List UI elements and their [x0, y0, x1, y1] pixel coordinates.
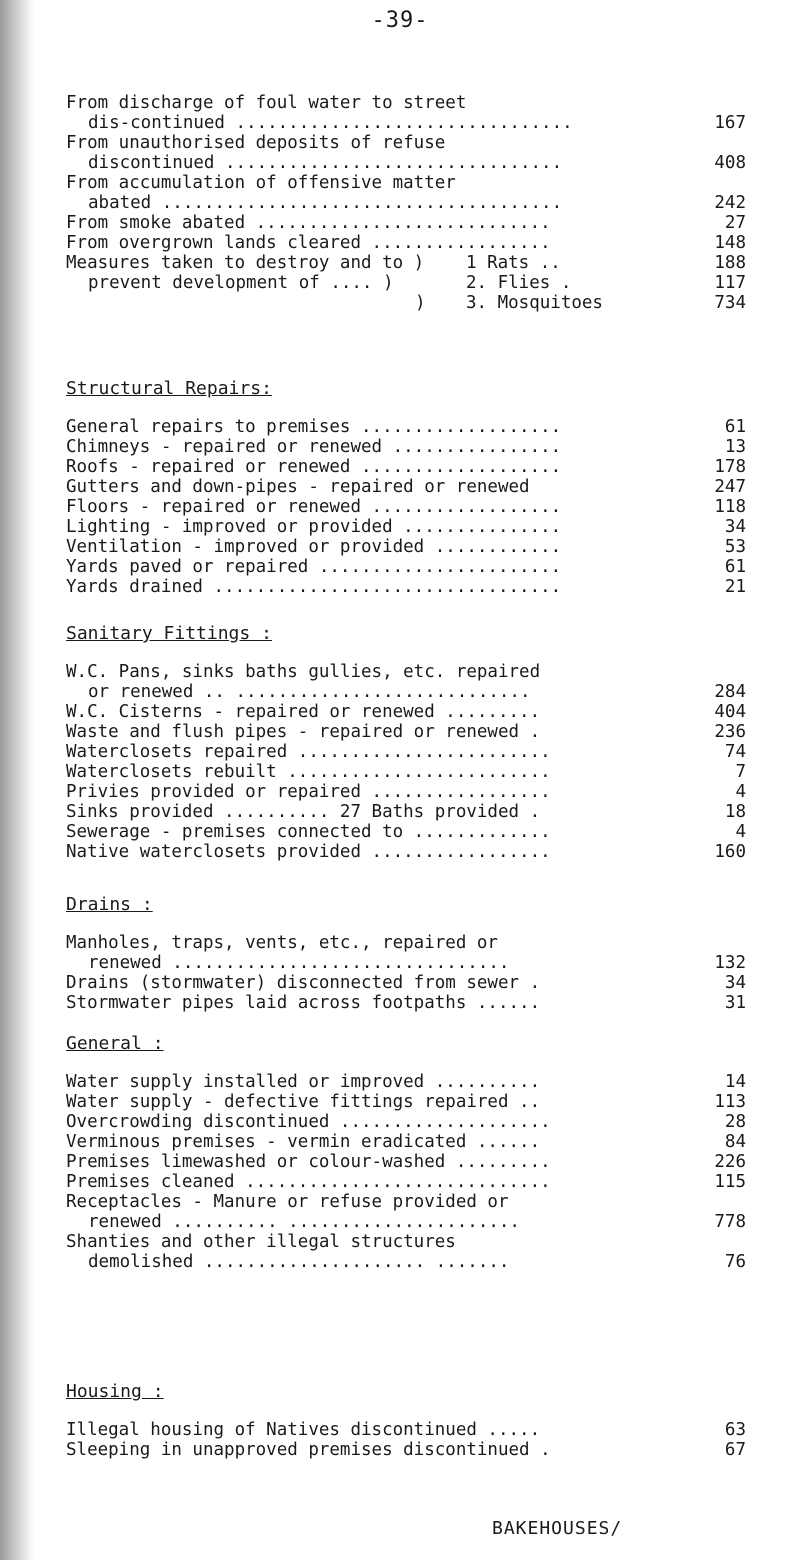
- entry-row: [66, 1232, 746, 1272]
- entry-row: [66, 782, 746, 802]
- entry-value: 118: [714, 497, 746, 517]
- entry-label: Sewerage - premises connected to .............: [66, 822, 551, 842]
- entry-line: [66, 153, 746, 173]
- entry-line: [66, 577, 746, 597]
- section-general: [66, 1032, 746, 1272]
- entry-row: [66, 1152, 746, 1172]
- entry-row: [66, 1420, 746, 1440]
- measures-label-line: Measures taken to destroy and to ): [66, 253, 425, 273]
- entry-line: [66, 953, 746, 973]
- entry-line: [66, 722, 746, 742]
- entry-value: 28: [724, 1112, 746, 1132]
- entry-value: 67: [724, 1440, 746, 1460]
- measure-item-flies: [466, 273, 746, 293]
- entry-row: [66, 537, 746, 557]
- measures-label-line: ): [415, 293, 426, 313]
- entry-line: [66, 1440, 746, 1460]
- entry-row: [66, 933, 746, 973]
- entry-line: [66, 537, 746, 557]
- entry-label: General repairs to premises ...................: [66, 417, 562, 437]
- section-heading: Sanitary Fittings :: [66, 623, 272, 644]
- entry-label: Water supply - defective fittings repaired ..: [66, 1092, 541, 1112]
- entry-value: 178: [714, 457, 746, 477]
- entry-label: renewed ................................: [88, 953, 510, 973]
- measures-taken: [66, 253, 746, 313]
- entry-line: [66, 682, 746, 702]
- entry-line: [66, 457, 746, 477]
- entry-line: [66, 1212, 746, 1232]
- entry-label: Roofs - repaired or renewed ...................: [66, 457, 562, 477]
- entry-value: 74: [724, 742, 746, 762]
- entry-line: [66, 933, 746, 953]
- entry-label: Sinks provided .......... 27 Baths provided .: [66, 802, 541, 822]
- entry-line: [66, 233, 746, 253]
- entry-label: Waterclosets repaired ........................: [66, 742, 551, 762]
- entry-value: 31: [724, 993, 746, 1013]
- entry-value: 18: [724, 802, 746, 822]
- entry-line: [66, 1152, 746, 1172]
- measure-value: 734: [714, 293, 746, 313]
- entry-line: [66, 1072, 746, 1092]
- entry-value: 115: [714, 1172, 746, 1192]
- entry-value: 404: [714, 702, 746, 722]
- measure-label: 2. Flies .: [466, 273, 572, 293]
- section-heading: Housing :: [66, 1381, 164, 1402]
- entry-row: [66, 497, 746, 517]
- entry-row: [66, 577, 746, 597]
- entry-label: Premises limewashed or colour-washed .........: [66, 1152, 551, 1172]
- entry-row: [66, 437, 746, 457]
- entry-value: 61: [724, 557, 746, 577]
- entry-row: [66, 762, 746, 782]
- entry-row: [66, 1092, 746, 1112]
- entry-row: [66, 93, 746, 133]
- entry-value: 84: [724, 1132, 746, 1152]
- entry-line: [66, 762, 746, 782]
- measure-value: 188: [714, 253, 746, 273]
- entry-value: 132: [714, 953, 746, 973]
- entry-row: [66, 973, 746, 993]
- entry-label: demolished ..................... .......: [88, 1252, 510, 1272]
- entry-value: 76: [724, 1252, 746, 1272]
- entry-value: 53: [724, 537, 746, 557]
- entry-label: or renewed .. ............................: [88, 682, 531, 702]
- entry-line: [66, 93, 746, 113]
- entry-label: Chimneys - repaired or renewed ................: [66, 437, 562, 457]
- entry-line: [66, 993, 746, 1013]
- entry-line: [66, 1092, 746, 1112]
- entry-value: 167: [714, 113, 746, 133]
- measures-label-line: prevent development of .... ): [88, 273, 394, 293]
- entry-label: Drains (stormwater) disconnected from sewer .: [66, 973, 541, 993]
- entry-line: [66, 842, 746, 862]
- entry-value: 34: [724, 517, 746, 537]
- entry-line: [66, 193, 746, 213]
- entry-value: 242: [714, 193, 746, 213]
- entry-value: 247: [714, 477, 746, 497]
- entry-value: 34: [724, 973, 746, 993]
- entry-line: [66, 1112, 746, 1132]
- page-number: -39-: [371, 8, 429, 33]
- entry-value: 27: [724, 213, 746, 233]
- entry-value: 63: [724, 1420, 746, 1440]
- entry-value: 113: [714, 1092, 746, 1112]
- section-rows: [66, 1072, 746, 1272]
- catchword-footer: BAKEHOUSES/: [492, 1518, 623, 1539]
- entry-line: [66, 742, 746, 762]
- entry-label: discontinued ................................: [88, 153, 563, 173]
- entry-value: 7: [735, 762, 746, 782]
- section-rows: [66, 662, 746, 862]
- section-rows: [66, 933, 746, 1013]
- entry-row: [66, 1192, 746, 1232]
- entry-row: [66, 662, 746, 702]
- entry-value: 778: [714, 1212, 746, 1232]
- entry-line: [66, 113, 746, 133]
- entry-label: W.C. Pans, sinks baths gullies, etc. repaired: [66, 662, 541, 682]
- entry-row: [66, 842, 746, 862]
- entry-line: [66, 702, 746, 722]
- entry-label: From overgrown lands cleared .................: [66, 233, 551, 253]
- entry-row: [66, 517, 746, 537]
- entry-row: [66, 802, 746, 822]
- entry-value: 226: [714, 1152, 746, 1172]
- entry-label: Waterclosets rebuilt .........................: [66, 762, 551, 782]
- entry-row: [66, 702, 746, 722]
- entry-line: [66, 802, 746, 822]
- entry-line: [66, 133, 746, 153]
- entry-label: Premises cleaned .............................: [66, 1172, 551, 1192]
- entry-value: 284: [714, 682, 746, 702]
- intro-block: [66, 93, 746, 313]
- entry-line: [66, 782, 746, 802]
- entry-label: From accumulation of offensive matter: [66, 173, 456, 193]
- section-heading: General :: [66, 1033, 164, 1054]
- entry-value: 61: [724, 417, 746, 437]
- entry-line: [66, 1232, 746, 1252]
- entry-label: Illegal housing of Natives discontinued .....: [66, 1420, 541, 1440]
- entry-label: Stormwater pipes laid across footpaths ......: [66, 993, 541, 1013]
- entry-label: abated ......................................: [88, 193, 563, 213]
- entry-label: Lighting - improved or provided ...............: [66, 517, 562, 537]
- scan-shadow-edge: [0, 0, 34, 1560]
- entry-label: W.C. Cisterns - repaired or renewed .........: [66, 702, 541, 722]
- entry-value: 408: [714, 153, 746, 173]
- entry-line: [66, 973, 746, 993]
- entry-line: [66, 662, 746, 682]
- section-heading: Drains :: [66, 894, 153, 915]
- intro-rows: [66, 93, 746, 253]
- entry-label: Floors - repaired or renewed ..................: [66, 497, 562, 517]
- entry-line: [66, 1172, 746, 1192]
- entry-line: [66, 213, 746, 233]
- entry-value: 236: [714, 722, 746, 742]
- measure-label: 3. Mosquitoes: [466, 293, 603, 313]
- entry-value: 14: [724, 1072, 746, 1092]
- entry-label: dis-continued ................................: [88, 113, 573, 133]
- measures-label: [66, 253, 446, 313]
- entry-label: From unauthorised deposits of refuse: [66, 133, 446, 153]
- measure-item-rats: [466, 253, 746, 273]
- entry-label: From discharge of foul water to street: [66, 93, 467, 113]
- section-drains: [66, 893, 746, 1013]
- entry-label: renewed .......... ......................: [88, 1212, 520, 1232]
- entry-row: [66, 133, 746, 173]
- entry-label: Sleeping in unapproved premises discontinued .: [66, 1440, 551, 1460]
- entry-row: [66, 993, 746, 1013]
- entry-value: 21: [724, 577, 746, 597]
- entry-row: [66, 557, 746, 577]
- entry-row: [66, 173, 746, 213]
- entry-line: [66, 1132, 746, 1152]
- entry-row: [66, 477, 746, 497]
- entry-line: [66, 437, 746, 457]
- entry-row: [66, 1440, 746, 1460]
- entry-label: From smoke abated ............................: [66, 213, 551, 233]
- entry-label: Verminous premises - vermin eradicated ......: [66, 1132, 541, 1152]
- entry-value: 4: [735, 782, 746, 802]
- entry-label: Native waterclosets provided .................: [66, 842, 551, 862]
- entry-row: [66, 417, 746, 437]
- entry-row: [66, 457, 746, 477]
- section-structural-repairs: [66, 377, 746, 597]
- section-rows: [66, 417, 746, 597]
- entry-label: Shanties and other illegal structures: [66, 1232, 456, 1252]
- entry-label: Manholes, traps, vents, etc., repaired or: [66, 933, 498, 953]
- entry-row: [66, 1072, 746, 1092]
- entry-line: [66, 557, 746, 577]
- entry-row: [66, 1112, 746, 1132]
- entry-value: 13: [724, 437, 746, 457]
- entry-line: [66, 1252, 746, 1272]
- entry-value: 4: [735, 822, 746, 842]
- entry-label: Ventilation - improved or provided ............: [66, 537, 562, 557]
- entry-row: [66, 233, 746, 253]
- section-housing: [66, 1380, 746, 1460]
- section-heading: Structural Repairs:: [66, 378, 272, 399]
- section-rows: [66, 1420, 746, 1460]
- section-sanitary-fittings: [66, 622, 746, 862]
- entry-line: [66, 1192, 746, 1212]
- entry-label: Water supply installed or improved ..........: [66, 1072, 541, 1092]
- entry-label: Yards drained .................................: [66, 577, 562, 597]
- entry-label: Overcrowding discontinued ....................: [66, 1112, 551, 1132]
- entry-line: [66, 417, 746, 437]
- measure-item-mosquitoes: [466, 293, 746, 313]
- entry-label: Privies provided or repaired .................: [66, 782, 551, 802]
- entry-row: [66, 742, 746, 762]
- entry-value: 160: [714, 842, 746, 862]
- measure-value: 117: [714, 273, 746, 293]
- entry-row: [66, 722, 746, 742]
- measure-label: 1 Rats ..: [466, 253, 561, 273]
- entry-label: Receptacles - Manure or refuse provided or: [66, 1192, 509, 1212]
- entry-row: [66, 1132, 746, 1152]
- entry-line: [66, 497, 746, 517]
- entry-line: [66, 173, 746, 193]
- entry-line: [66, 477, 746, 497]
- entry-label: Gutters and down-pipes - repaired or renewed: [66, 477, 530, 497]
- entry-value: 148: [714, 233, 746, 253]
- entry-label: Waste and flush pipes - repaired or renewed .: [66, 722, 541, 742]
- entry-row: [66, 213, 746, 233]
- measures-list: [466, 253, 746, 313]
- entry-row: [66, 822, 746, 842]
- entry-label: Yards paved or repaired .......................: [66, 557, 562, 577]
- entry-line: [66, 822, 746, 842]
- entry-line: [66, 1420, 746, 1440]
- entry-row: [66, 1172, 746, 1192]
- entry-line: [66, 517, 746, 537]
